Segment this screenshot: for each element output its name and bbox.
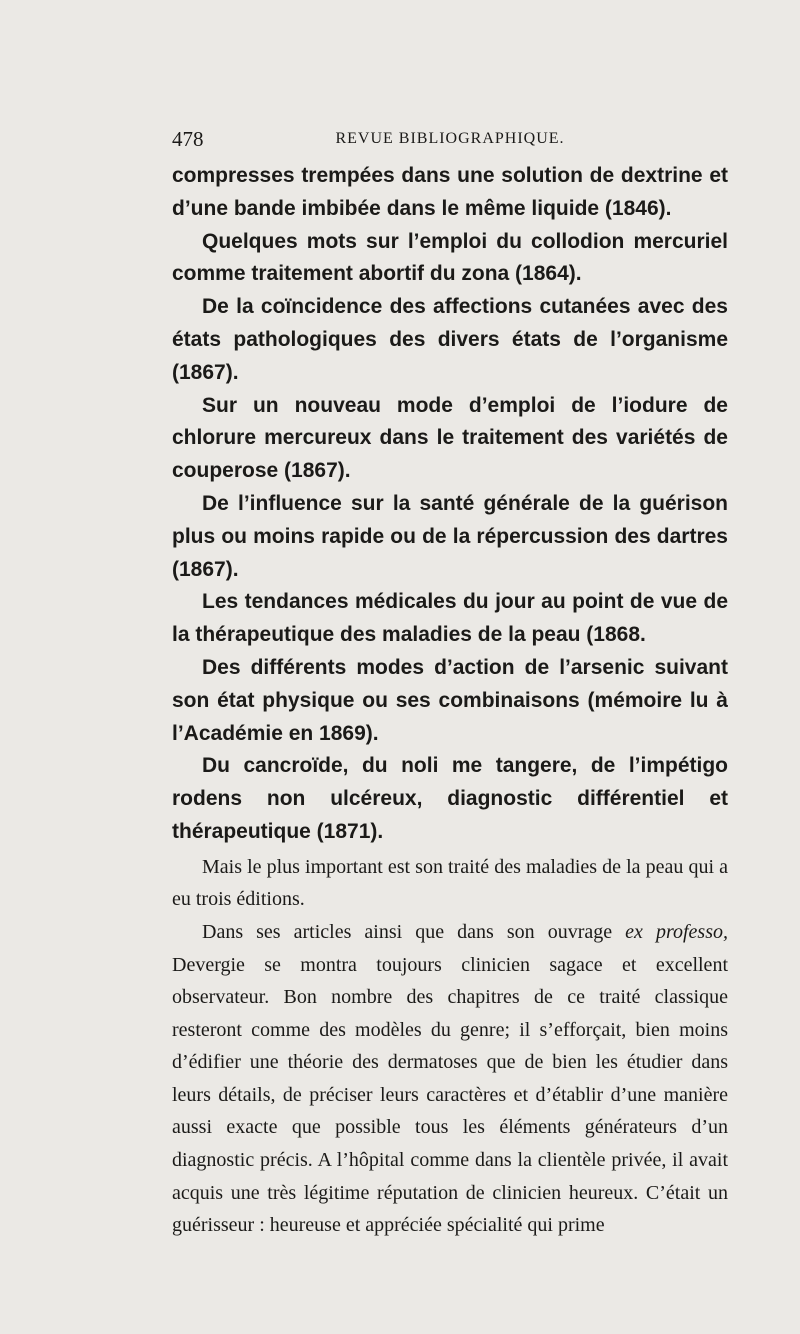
bibliography-entry: Sur un nouveau mode d’emploi de l’iodure de chlorure mercureux dans le traitement des variétés de couperose (1867). — [172, 393, 728, 483]
bibliography-entry: compresses trempées dans une solution de dextrine et d’une bande imbibée dans le même liquide (1846). — [172, 164, 728, 220]
italic-phrase: ex professo, — [625, 920, 728, 943]
bibliography-entry: Du cancroïde, du noli me tangere, de l’impétigo rodens non ulcéreux, diagnostic différentiel et thérapeutique (1871). — [172, 754, 728, 843]
paragraph-text: Devergie se montra toujours clinicien sagace et excellent observateur. Bon nombre des chapitres de ce traité classique resteront comme des modèles du genre; il s’efforçait, bien moins d’édifier une théorie des dermatoses que de bien les étudier dans leurs détails, de préciser leurs caractères et d’établir d’une manière aussi exacte que possible tous les éléments générateurs d’un diagnostic précis. A l’hôpital comme dans la clientèle privée, il avait acquis une très légitime réputation de clinicien heureux. C’était un guérisseur : heureuse et appréciée spécialité qui prime — [172, 953, 728, 1237]
running-title: REVUE BIBLIOGRAPHIQUE. — [335, 130, 565, 147]
page-header — [172, 127, 728, 157]
bibliography-entry: De la coïncidence des affections cutanées avec des états pathologiques des divers états de l’organisme (1867). — [172, 295, 728, 384]
body-paragraph — [172, 916, 728, 1242]
bibliography-entry: Des différents modes d’action de l’arsenic suivant son état physique ou ses combinaisons (mémoire lu à l’Académie en 1869). — [172, 655, 728, 745]
page-body — [172, 160, 728, 1242]
bibliography-entry: Les tendances médicales du jour au point de vue de la thérapeutique des maladies de la peau (1868. — [172, 590, 728, 647]
bibliography-entry: De l’influence sur la santé générale de la guérison plus ou moins rapide ou de la répercussion des dartres (1867). — [172, 491, 728, 581]
paragraph-text: Dans ses articles ainsi que dans son ouvrage — [202, 920, 626, 943]
page-number: 478 — [172, 127, 204, 151]
bibliography-entry: Quelques mots sur l’emploi du collodion mercuriel comme traitement abortif du zona (1864). — [172, 229, 728, 286]
body-paragraph: Mais le plus important est son traité des maladies de la peau qui a eu trois éditions. — [172, 855, 728, 911]
